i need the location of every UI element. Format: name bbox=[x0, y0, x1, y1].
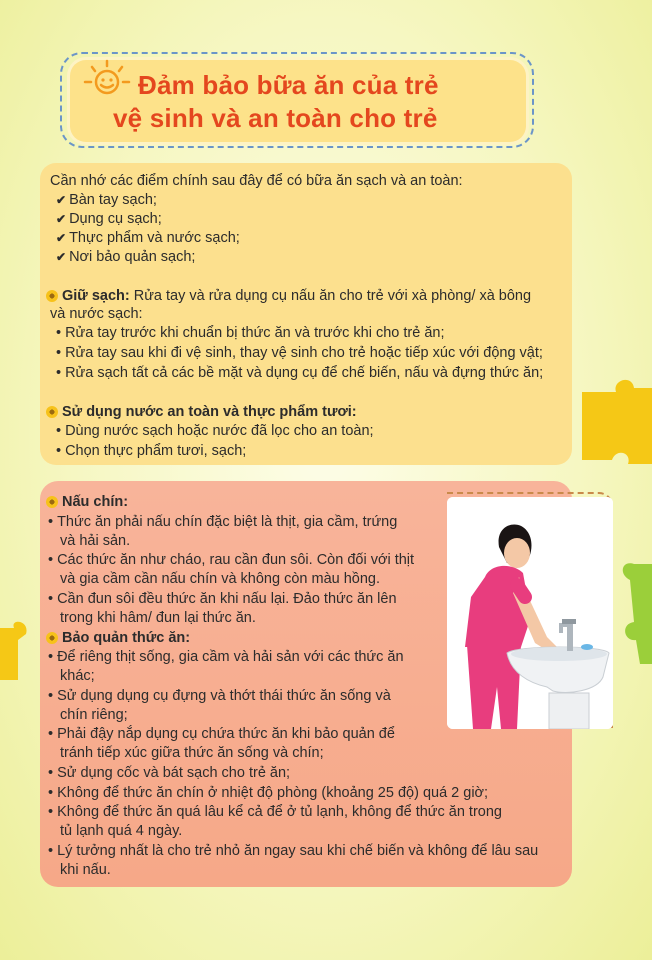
flower-bullet-icon bbox=[46, 496, 58, 508]
list-item: • Cần đun sôi đều thức ăn khi nấu lại. Đảo thức ăn lên bbox=[48, 591, 397, 607]
check-item: ✔ Thực phẩm và nước sạch; bbox=[56, 230, 240, 246]
list-item-cont: và hải sản. bbox=[60, 533, 131, 549]
list-item-cont: khi nấu. bbox=[60, 862, 111, 878]
list-item: • Để riêng thịt sống, gia cầm và hải sản với các thức ăn bbox=[48, 649, 404, 665]
clean-section-lead2: và nước sạch: bbox=[50, 306, 143, 322]
puzzle-piece-yellow-icon bbox=[572, 372, 652, 472]
list-item: • Rửa tay trước khi chuẩn bị thức ăn và trước khi cho trẻ ăn; bbox=[56, 325, 445, 341]
handwashing-photo bbox=[447, 497, 613, 729]
list-item: • Không để thức ăn quá lâu kể cả để ở tủ lạnh, không để thức ăn trong bbox=[48, 804, 502, 820]
intro-text: Cần nhớ các điểm chính sau đây để có bữa ăn sạch và an toàn: bbox=[50, 173, 463, 189]
page-title-line1: Đảm bảo bữa ăn của trẻ bbox=[138, 70, 439, 100]
list-item: • Các thức ăn như cháo, rau cần đun sôi. Còn đối với thịt bbox=[48, 552, 415, 568]
list-item: • Thức ăn phải nấu chín đặc biệt là thịt, gia cầm, trứng bbox=[48, 514, 398, 530]
store-section-heading: Bảo quản thức ăn: bbox=[62, 630, 191, 646]
check-icon: ✔ bbox=[56, 193, 67, 207]
list-item-cont: tủ lạnh quá 4 ngày. bbox=[60, 823, 183, 839]
list-item: • Lý tưởng nhất là cho trẻ nhỏ ăn ngay sau khi chế biến và không để lâu sau bbox=[48, 843, 539, 859]
water-section-heading: Sử dụng nước an toàn và thực phẩm tươi: bbox=[62, 404, 357, 420]
check-icon: ✔ bbox=[56, 231, 67, 245]
list-item: • Dùng nước sạch hoặc nước đã lọc cho an toàn; bbox=[56, 423, 374, 439]
page-title-line2: vệ sinh và an toàn cho trẻ bbox=[113, 103, 438, 133]
list-item-cont: khác; bbox=[60, 668, 95, 684]
check-icon: ✔ bbox=[56, 250, 67, 264]
list-item: • Sử dụng cốc và bát sạch cho trẻ ăn; bbox=[48, 765, 291, 781]
list-item: • Sử dụng dụng cụ đựng và thớt thái thức ăn sống và bbox=[48, 688, 391, 704]
list-item: • Chọn thực phẩm tươi, sạch; bbox=[56, 443, 247, 459]
check-item: ✔ Dụng cụ sạch; bbox=[56, 211, 162, 227]
list-item: • Phải đậy nắp dụng cụ chứa thức ăn khi bảo quản để bbox=[48, 726, 395, 742]
flower-bullet-icon bbox=[46, 406, 58, 418]
check-icon: ✔ bbox=[56, 212, 67, 226]
list-item-cont: chín riêng; bbox=[60, 707, 128, 723]
flower-bullet-icon bbox=[46, 632, 58, 644]
cook-section-heading: Nấu chín: bbox=[62, 494, 129, 510]
list-item: • Không để thức ăn chín ở nhiệt độ phòng (khoảng 25 độ) quá 2 giờ; bbox=[48, 785, 489, 801]
sun-icon bbox=[82, 58, 132, 104]
check-item: ✔ Nơi bảo quản sạch; bbox=[56, 249, 196, 265]
list-item: • Rửa tay sau khi đi vệ sinh, thay vệ sinh cho trẻ hoặc tiếp xúc với động vật; bbox=[56, 345, 543, 361]
check-item: ✔ Bàn tay sạch; bbox=[56, 192, 157, 208]
list-item-cont: và gia cầm cần nấu chín và không còn màu hồng. bbox=[60, 571, 381, 587]
flower-bullet-icon bbox=[46, 290, 58, 302]
list-item-cont: tránh tiếp xúc giữa thức ăn sống và chín; bbox=[60, 745, 324, 761]
list-item: • Rửa sạch tất cả các bề mặt và dụng cụ để chế biến, nấu và đựng thức ăn; bbox=[56, 365, 544, 381]
list-item-cont: trong khi hâm/ đun lại thức ăn. bbox=[60, 610, 256, 626]
puzzle-piece-left-icon bbox=[0, 620, 30, 690]
clean-section-lead: Giữ sạch: Rửa tay và rửa dụng cụ nấu ăn cho trẻ với xà phòng/ xà bông bbox=[62, 288, 532, 304]
